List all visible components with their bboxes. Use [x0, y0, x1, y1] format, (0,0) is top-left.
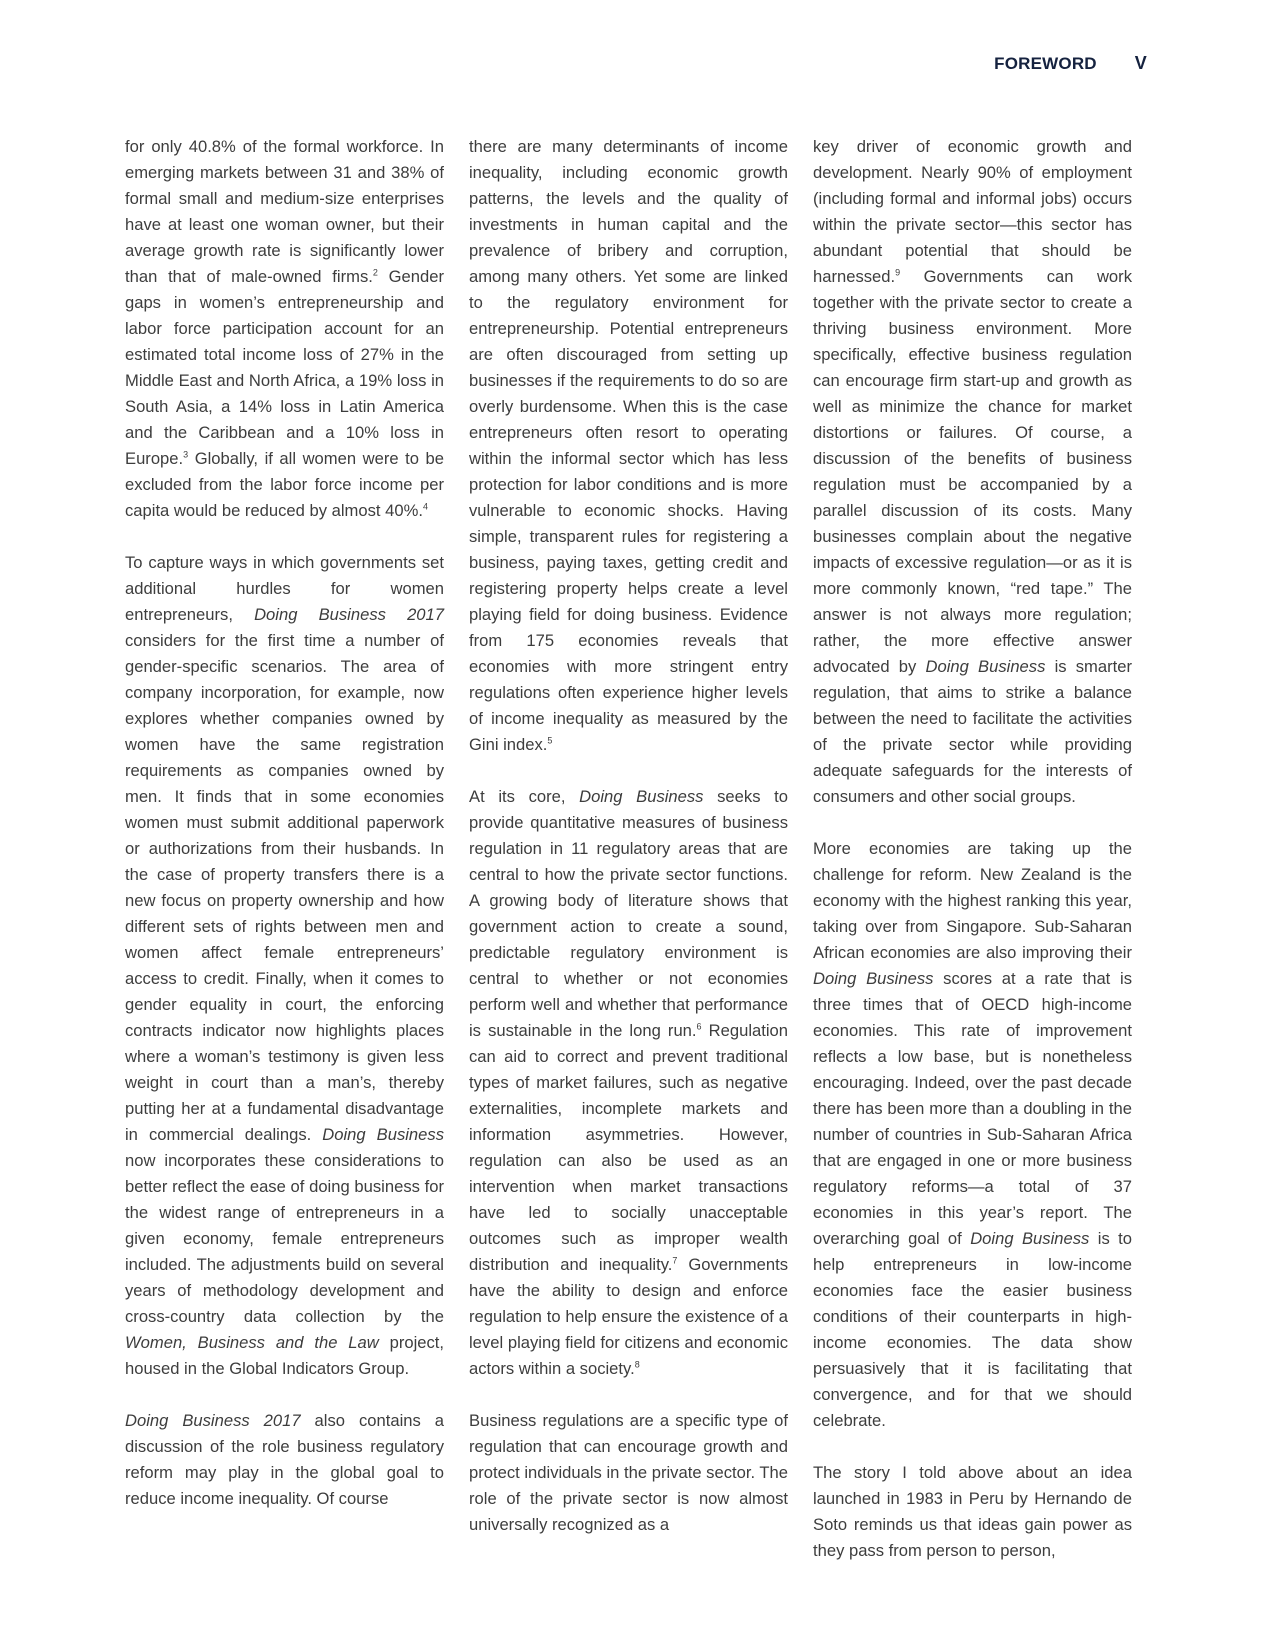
footnote-ref: 5: [547, 735, 553, 746]
footnote-ref: 3: [183, 449, 189, 460]
footnote-ref: 8: [634, 1359, 640, 1370]
column-2: [469, 134, 788, 1564]
running-head: [994, 53, 1147, 74]
paragraph: To capture ways in which governments set additional hurdles for women entrepreneurs, Doing Business 2017 considers for the first time a number of gender-specific scenarios. The area of company incorporation, for example, now explores whether companies owned by women have the same registration requirements as companies owned by men. It finds that in some economies women must submit additional paperwork or authorizations from their husbands. In the case of property transfers there is a new focus on property ownership and how different sets of rights between men and women affect female entrepreneurs’ access to credit. Finally, when it comes to gender equality in court, the enforcing contracts indicator now highlights places where a woman’s testimony is given less weight in court than a man’s, thereby putting her at a fundamental disadvantage in commercial dealings. Doing Business now incorporates these considerations to better reflect the ease of doing business for the widest range of entrepreneurs in a given economy, female entrepreneurs included. The adjustments build on several years of methodology development and cross-country data collection by the Women, Business and the Law project, housed in the Global Indicators Group.: [125, 553, 445, 1378]
paragraph: there are many determinants of income inequality, including economic growth patterns, the levels and the quality of investments in human capital and the prevalence of bribery and corruption, among many others. Yet some are linked to the regulatory environment for entrepreneurship. Potential entrepreneurs are often discouraged from setting up businesses if the requirements to do so are overly burdensome. When this is the case entrepreneurs often resort to operating within the informal sector which has less protection for labor conditions and is more vulnerable to economic shocks. Having simple, transparent rules for registering a business, paying taxes, getting credit and registering property helps create a level playing field for doing business. Evidence from 175 economies reveals that economies with more stringent entry regulations often experience higher levels of income inequality as measured by the Gini index.$^5$: [469, 137, 788, 754]
italic-title: Doing Business: [970, 1229, 1090, 1248]
body-columns: [125, 134, 1131, 1564]
footnote-ref: 7: [672, 1255, 678, 1266]
italic-title: Doing Business 2017: [125, 1411, 301, 1430]
footnote-ref: 2: [372, 267, 378, 278]
paragraph: for only 40.8% of the formal workforce. In emerging markets between 31 and 38% of formal small and medium-size enterprises have at least one woman owner, but their average growth rate is significantly lower than that of male-owned firms.$^2$ Gender gaps in women’s entrepreneurship and labor force participation account for an estimated total income loss of 27% in the Middle East and North Africa, a 19% loss in South Asia, a 14% loss in Latin America and the Caribbean and a 10% loss in Europe.$^3$ Globally, if all women were to be excluded from the labor force income per capita would be reduced by almost 40%.$^4$: [125, 137, 444, 520]
paragraph: key driver of economic growth and development. Nearly 90% of employment (including formal and informal jobs) occurs within the private sector—this sector has abundant potential that should be harnessed.$^9$ Governments can work together with the private sector to create a thriving business environment. More specifically, effective business regulation can encourage firm start-up and growth as well as minimize the chance for market distortions or failures. Of course, a discussion of the benefits of business regulation must be accompanied by a parallel discussion of its costs. Many businesses complain about the negative impacts of excessive regulation—or as it is more commonly known, “red tape.” The answer is not always more regulation; rather, the more effective answer advocated by Doing Business is smarter regulation, that aims to strike a balance between the need to facilitate the activities of the private sector while providing adequate safeguards for the interests of consumers and other social groups.: [813, 137, 1132, 806]
italic-title: Women, Business and the Law: [125, 1333, 379, 1352]
italic-title: Doing Business: [813, 969, 934, 988]
footnote-ref: 9: [895, 267, 901, 278]
italic-title: Doing Business: [579, 787, 704, 806]
column-3: [813, 134, 1132, 1564]
column-1: [125, 134, 444, 1564]
page-number: V: [1134, 53, 1147, 73]
footnote-ref: 4: [422, 501, 428, 512]
italic-title: Doing Business: [322, 1125, 444, 1144]
italic-title: Doing Business: [925, 657, 1046, 676]
paragraph: The story I told above about an idea launched in 1983 in Peru by Hernando de Soto reminds us that ideas gain power as they pass from person to person,: [813, 1463, 1132, 1560]
paragraph: Business regulations are a specific type of regulation that can encourage growth and protect individuals in the private sector. The role of the private sector is now almost universally recognized as a: [469, 1411, 788, 1534]
italic-title: Doing Business 2017: [254, 605, 444, 624]
paragraph: At its core, Doing Business seeks to provide quantitative measures of business regulation in 11 regulatory areas that are central to how the private sector functions. A growing body of literature shows that government action to create a sound, predictable regulatory environment is central to whether or not economies perform well and whether that performance is sustainable in the long run.$^6$ Regulation can aid to correct and prevent traditional types of market failures, such as negative externalities, incomplete markets and information asymmetries. However, regulation can also be used as an intervention when market transactions have led to socially unacceptable outcomes such as improper wealth distribution and inequality.$^7$ Governments have the ability to design and enforce regulation to help ensure the existence of a level playing field for citizens and economic actors within a society.$^8$: [469, 787, 788, 1378]
section-title: FOREWORD: [994, 54, 1097, 73]
paragraph: More economies are taking up the challenge for reform. New Zealand is the economy with the highest ranking this year, taking over from Singapore. Sub-Saharan African economies are also improving their Doing Business scores at a rate that is three times that of OECD high-income economies. This rate of improvement reflects a low base, but is nonetheless encouraging. Indeed, over the past decade there has been more than a doubling in the number of countries in Sub-Saharan Africa that are engaged in one or more business regulatory reforms—a total of 37 economies in this year’s report. The overarching goal of Doing Business is to help entrepreneurs in low-income economies face the easier business conditions of their counterparts in high-income economies. The data show persuasively that it is facilitating that convergence, and for that we should celebrate.: [813, 839, 1133, 1430]
paragraph: Doing Business 2017 also contains a discussion of the role business regulatory reform may play in the global goal to reduce income inequality. Of course: [125, 1411, 444, 1508]
footnote-ref: 6: [696, 1021, 702, 1032]
